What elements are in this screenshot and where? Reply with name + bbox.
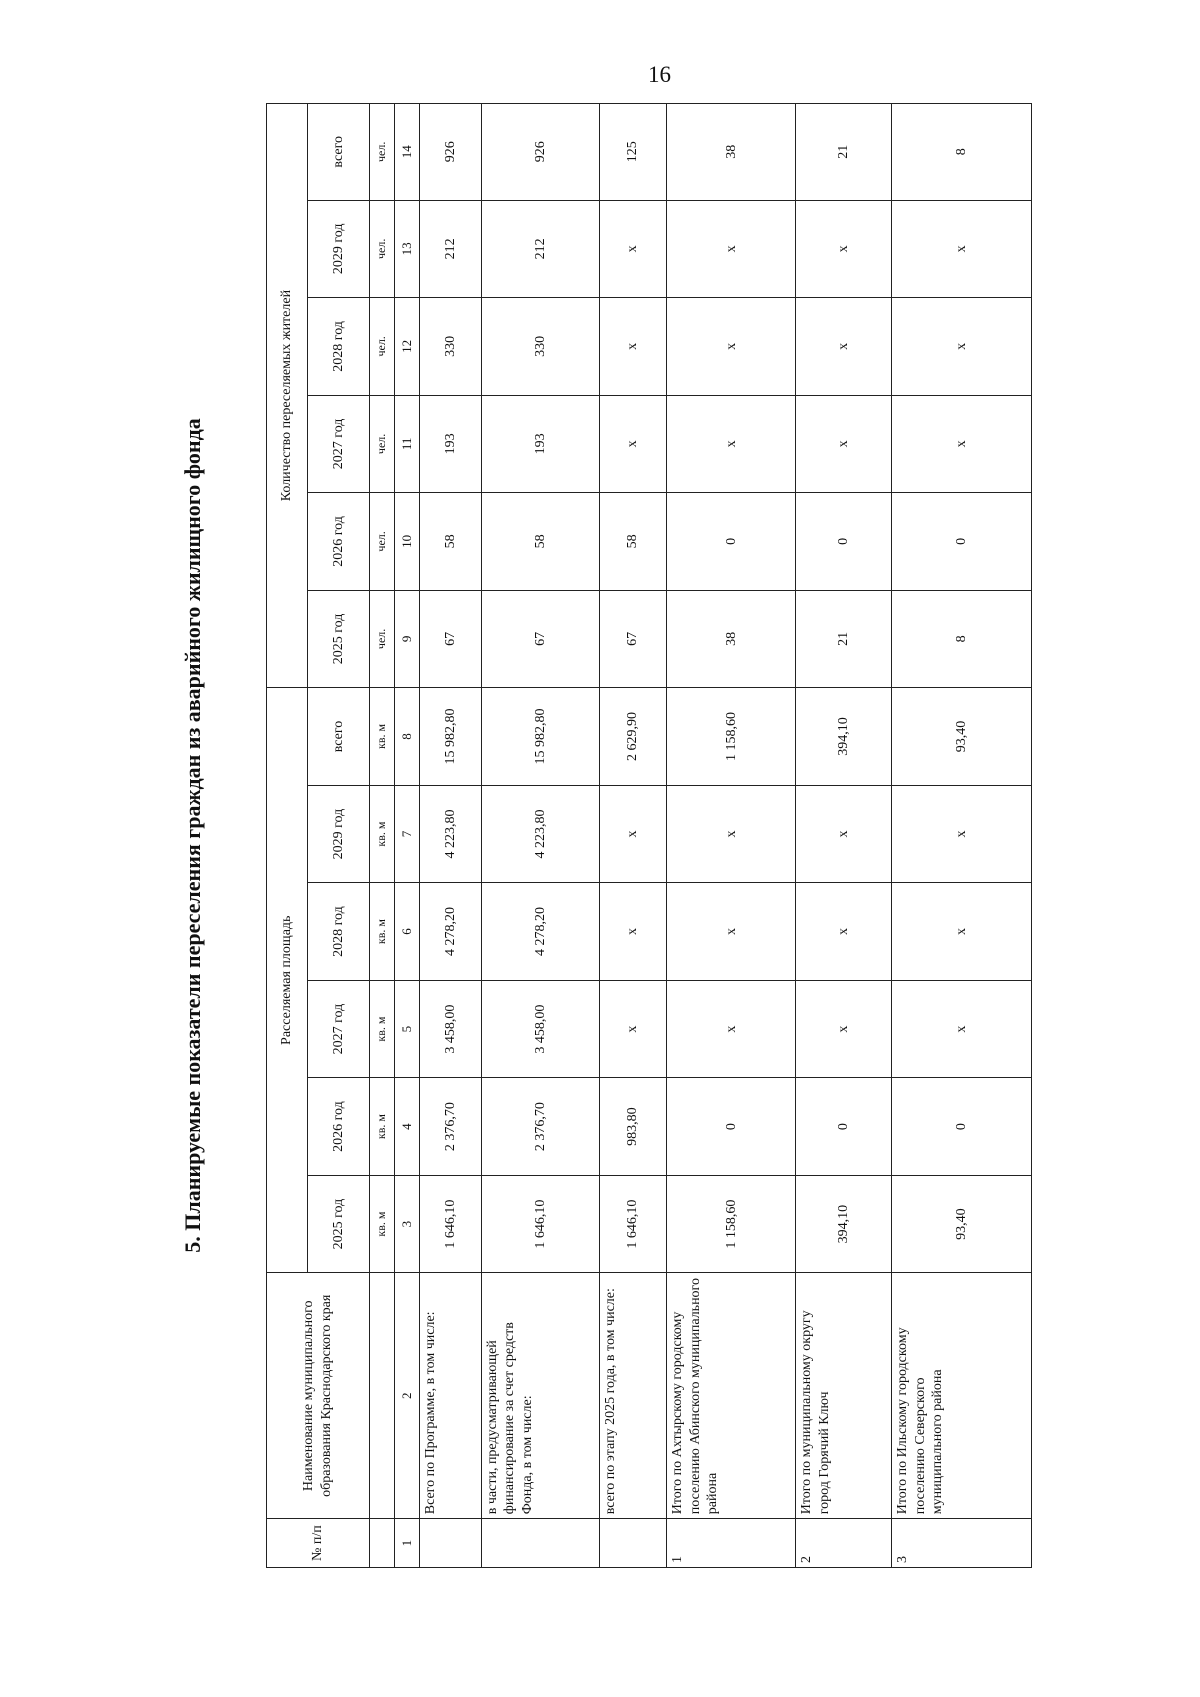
people-value-cell: 38 xyxy=(667,104,796,201)
area-value-cell: x xyxy=(599,785,666,883)
row-number-cell: 3 xyxy=(892,1519,1032,1568)
table-row xyxy=(481,104,599,1568)
column-number: 5 xyxy=(395,980,420,1078)
area-value-cell: 0 xyxy=(892,1078,1032,1176)
area-value-cell: x xyxy=(892,785,1032,883)
people-value-cell: 926 xyxy=(481,104,599,201)
people-value-cell: x xyxy=(667,298,796,396)
table-row xyxy=(796,104,892,1568)
area-value-cell: 4 278,20 xyxy=(481,883,599,981)
area-value-cell: 1 158,60 xyxy=(667,1175,796,1273)
people-value-cell: 67 xyxy=(420,590,482,688)
people-value-cell: 58 xyxy=(420,493,482,591)
people-value-cell: x xyxy=(599,200,666,298)
column-number: 13 xyxy=(395,200,420,298)
row-number-cell xyxy=(599,1519,666,1568)
area-unit: кв. м xyxy=(369,1078,394,1176)
area-value-cell: 2 376,70 xyxy=(481,1078,599,1176)
column-number: 12 xyxy=(395,298,420,396)
people-value-cell: x xyxy=(796,200,892,298)
area-value-cell: x xyxy=(796,883,892,981)
people-unit: чел. xyxy=(369,493,394,591)
area-unit: кв. м xyxy=(369,980,394,1078)
column-number: 14 xyxy=(395,104,420,201)
area-value-cell: 15 982,80 xyxy=(420,688,482,786)
area-value-cell: 1 646,10 xyxy=(599,1175,666,1273)
row-name-cell: Итого по Ильскому городскому поселению Северского муниципального района xyxy=(892,1273,1032,1519)
people-year-header: 2029 год xyxy=(308,200,370,298)
header-name: Наименование муниципального образования Краснодарского края xyxy=(267,1273,370,1519)
people-unit: чел. xyxy=(369,104,394,201)
unit-cell-empty xyxy=(369,1519,394,1568)
row-name-cell: Итого по муниципальному округу город Горячий Ключ xyxy=(796,1273,892,1519)
table-row xyxy=(420,104,482,1568)
people-value-cell: x xyxy=(599,298,666,396)
area-year-header: 2026 год xyxy=(308,1078,370,1176)
area-unit: кв. м xyxy=(369,1175,394,1273)
area-value-cell: 93,40 xyxy=(892,1175,1032,1273)
people-unit: чел. xyxy=(369,298,394,396)
page-number: 16 xyxy=(648,62,671,87)
area-unit: кв. м xyxy=(369,688,394,786)
rotated-page-area xyxy=(158,103,1032,1568)
people-year-header: 2028 год xyxy=(308,298,370,396)
people-value-cell: 0 xyxy=(667,493,796,591)
column-number: 6 xyxy=(395,883,420,981)
area-value-cell: 2 376,70 xyxy=(420,1078,482,1176)
column-number: 4 xyxy=(395,1078,420,1176)
area-value-cell: 1 646,10 xyxy=(420,1175,482,1273)
area-value-cell: 3 458,00 xyxy=(481,980,599,1078)
people-value-cell: 193 xyxy=(420,395,482,493)
people-value-cell: x xyxy=(892,395,1032,493)
column-number: 9 xyxy=(395,590,420,688)
people-value-cell: x xyxy=(796,395,892,493)
area-value-cell: 4 223,80 xyxy=(481,785,599,883)
unit-cell-empty xyxy=(369,1273,394,1519)
area-value-cell: x xyxy=(599,980,666,1078)
header-area-group: Расселяемая площадь xyxy=(267,688,308,1273)
people-value-cell: 21 xyxy=(796,104,892,201)
area-value-cell: 4 223,80 xyxy=(420,785,482,883)
people-value-cell: 21 xyxy=(796,590,892,688)
area-value-cell: 4 278,20 xyxy=(420,883,482,981)
area-value-cell: x xyxy=(796,785,892,883)
area-value-cell: 394,10 xyxy=(796,688,892,786)
people-value-cell: 0 xyxy=(796,493,892,591)
header-row-column-numbers xyxy=(395,104,420,1568)
row-name-cell: Всего по Программе, в том числе: xyxy=(420,1273,482,1519)
area-value-cell: 0 xyxy=(796,1078,892,1176)
people-value-cell: 926 xyxy=(420,104,482,201)
people-unit: чел. xyxy=(369,200,394,298)
header-row-units xyxy=(369,104,394,1568)
people-value-cell: x xyxy=(599,395,666,493)
people-value-cell: 212 xyxy=(481,200,599,298)
area-unit: кв. м xyxy=(369,883,394,981)
row-name-cell: в части, предусматривающей финансирование за счет средств Фонда, в том числе: xyxy=(481,1273,599,1519)
area-value-cell: 394,10 xyxy=(796,1175,892,1273)
area-year-header: 2027 год xyxy=(308,980,370,1078)
area-value-cell: x xyxy=(667,980,796,1078)
area-total-header: всего xyxy=(308,688,370,786)
column-number: 1 xyxy=(395,1519,420,1568)
people-year-header: 2026 год xyxy=(308,493,370,591)
row-number-cell xyxy=(481,1519,599,1568)
header-num: № п/п xyxy=(267,1519,370,1568)
people-value-cell: 212 xyxy=(420,200,482,298)
row-number-cell: 2 xyxy=(796,1519,892,1568)
table-row xyxy=(599,104,666,1568)
area-value-cell: x xyxy=(667,883,796,981)
people-value-cell: x xyxy=(667,395,796,493)
area-value-cell: x xyxy=(599,883,666,981)
column-number: 8 xyxy=(395,688,420,786)
column-number: 7 xyxy=(395,785,420,883)
area-value-cell: 2 629,90 xyxy=(599,688,666,786)
relocation-indicators-table xyxy=(266,103,1032,1568)
people-value-cell: 330 xyxy=(420,298,482,396)
people-value-cell: x xyxy=(667,200,796,298)
area-value-cell: x xyxy=(667,785,796,883)
row-name-cell: всего по этапу 2025 года, в том числе: xyxy=(599,1273,666,1519)
people-year-header: 2027 год xyxy=(308,395,370,493)
row-number-cell: 1 xyxy=(667,1519,796,1568)
rotated-content xyxy=(158,103,1032,1568)
area-value-cell: 0 xyxy=(667,1078,796,1176)
table-row xyxy=(667,104,796,1568)
people-value-cell: 8 xyxy=(892,104,1032,201)
people-unit: чел. xyxy=(369,590,394,688)
people-value-cell: 8 xyxy=(892,590,1032,688)
people-value-cell: 58 xyxy=(599,493,666,591)
people-value-cell: 193 xyxy=(481,395,599,493)
area-year-header: 2029 год xyxy=(308,785,370,883)
area-value-cell: 3 458,00 xyxy=(420,980,482,1078)
area-value-cell: x xyxy=(796,980,892,1078)
people-value-cell: 125 xyxy=(599,104,666,201)
people-value-cell: 330 xyxy=(481,298,599,396)
people-unit: чел. xyxy=(369,395,394,493)
area-unit: кв. м xyxy=(369,785,394,883)
area-year-header: 2028 год xyxy=(308,883,370,981)
area-value-cell: 1 646,10 xyxy=(481,1175,599,1273)
area-value-cell: 1 158,60 xyxy=(667,688,796,786)
people-value-cell: x xyxy=(892,200,1032,298)
people-value-cell: 38 xyxy=(667,590,796,688)
area-value-cell: x xyxy=(892,883,1032,981)
document-title: 5. Планируемые показатели переселения граждан из аварийного жилищного фонда xyxy=(180,418,205,1253)
people-total-header: всего xyxy=(308,104,370,201)
column-number: 3 xyxy=(395,1175,420,1273)
column-number: 10 xyxy=(395,493,420,591)
area-value-cell: 983,80 xyxy=(599,1078,666,1176)
people-value-cell: 67 xyxy=(599,590,666,688)
column-number: 11 xyxy=(395,395,420,493)
area-value-cell: 15 982,80 xyxy=(481,688,599,786)
people-value-cell: 58 xyxy=(481,493,599,591)
people-value-cell: 0 xyxy=(892,493,1032,591)
column-number: 2 xyxy=(395,1273,420,1519)
people-value-cell: 67 xyxy=(481,590,599,688)
row-number-cell xyxy=(420,1519,482,1568)
people-value-cell: x xyxy=(892,298,1032,396)
area-value-cell: 93,40 xyxy=(892,688,1032,786)
area-year-header: 2025 год xyxy=(308,1175,370,1273)
header-people-group: Количество переселяемых жителей xyxy=(267,104,308,688)
people-value-cell: x xyxy=(796,298,892,396)
row-name-cell: Итого по Ахтырскому городскому поселению Абинского муниципального района xyxy=(667,1273,796,1519)
header-row-groups xyxy=(267,104,308,1568)
table-row xyxy=(892,104,1032,1568)
people-year-header: 2025 год xyxy=(308,590,370,688)
area-value-cell: x xyxy=(892,980,1032,1078)
